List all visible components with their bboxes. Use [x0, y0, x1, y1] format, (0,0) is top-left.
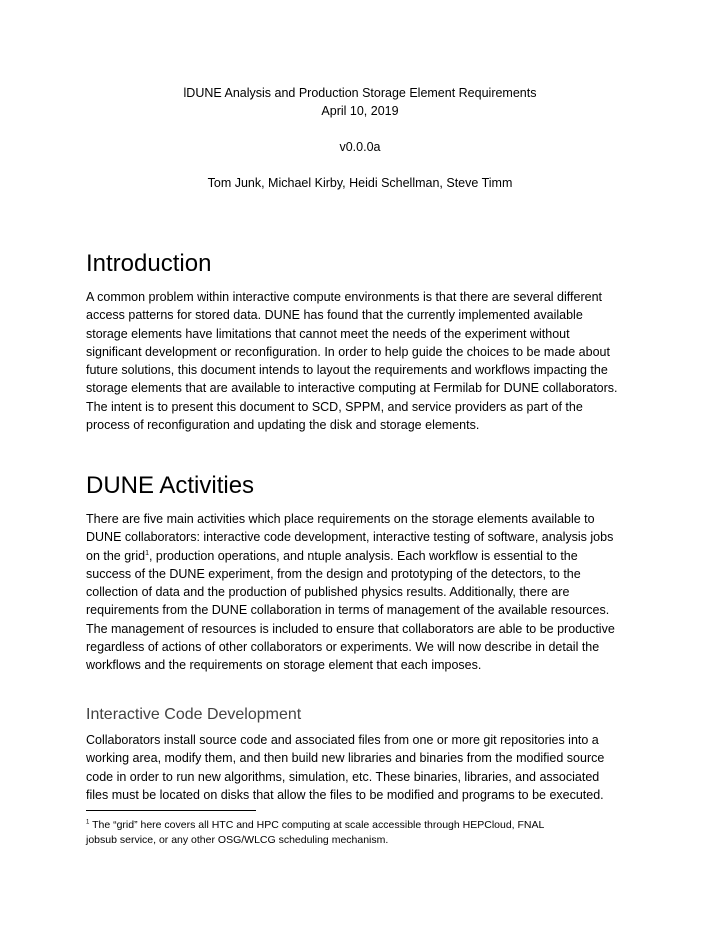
- paragraph-line: working area, modify them, and then build new libraries and binaries from the modified source: [86, 751, 605, 766]
- interactive-paragraph: [86, 731, 646, 804]
- paragraph-line: success of the DUNE experiment, from the design and prototyping of the detectors, to the: [86, 566, 581, 581]
- document-date: April 10, 2019: [321, 104, 399, 118]
- footnote-divider: [86, 810, 256, 811]
- paragraph-line: The management of resources is included to ensure that collaborators are able to be productive: [86, 621, 615, 636]
- paragraph-line: access patterns for stored data. DUNE has found that the currently implemented available: [86, 308, 583, 323]
- footnote-line: jobsub service, or any other OSG/WLCG scheduling mechanism.: [86, 834, 389, 846]
- paragraph-line: [86, 547, 646, 565]
- paragraph-line: requirements from the DUNE collaboration in terms of management of the available resources.: [86, 603, 610, 618]
- paragraph-line: code in order to run new algorithms, simulation, etc. These binaries, libraries, and associated: [86, 769, 600, 784]
- paragraph-line: storage elements have limitations that cannot meet the needs of the experiment without: [86, 326, 570, 341]
- paragraph-line: files must be located on disks that allow the files to be modified and programs to be executed.: [86, 787, 604, 802]
- paragraph-line: There are five main activities which place requirements on the storage elements available to: [86, 512, 595, 526]
- document-title: lDUNE Analysis and Production Storage Element Requirements: [183, 86, 537, 100]
- document-version: v0.0.0a: [339, 140, 381, 154]
- activities-paragraph: [86, 510, 646, 675]
- footnote-number: 1: [86, 819, 90, 826]
- heading-interactive-code-development: Interactive Code Development: [86, 706, 302, 723]
- paragraph-line: process of reconfiguration and updating the disk and storage elements.: [86, 418, 480, 433]
- grid-text-continued: , production operations, and ntuple analysis. Each workflow is essential to the: [148, 548, 578, 563]
- grid-text: on the grid: [86, 548, 146, 563]
- paragraph-line: collection of data and the production of published physics results. Additionally, there are: [86, 585, 570, 600]
- paragraph-line: Collaborators install source code and associated files from one or more git repositories into a: [86, 733, 599, 747]
- document-authors: Tom Junk, Michael Kirby, Heidi Schellman, Steve Timm: [207, 176, 513, 190]
- paragraph-line: workflows and the requirements on storage element that each imposes.: [86, 658, 482, 673]
- paragraph-line: regardless of actions of other collaborators or experiments. We will now describe in detail the: [86, 640, 600, 655]
- paragraph-line: future solutions, this document intends to layout the requirements and workflows impacting the: [86, 363, 608, 378]
- introduction-paragraph: [86, 288, 646, 434]
- paragraph-line: significant development or reconfiguration. In order to help guide the choices to be made about: [86, 344, 610, 359]
- heading-dune-activities: DUNE Activities: [86, 472, 255, 499]
- paragraph-line: The intent is to present this document to SCD, SPPM, and service providers as part of the: [86, 399, 583, 414]
- footnote-text: The “grid” here covers all HTC and HPC computing at scale accessible through HEPCloud, FNAL: [89, 819, 545, 831]
- paragraph-line: A common problem within interactive compute environments is that there are several different: [86, 290, 602, 304]
- footnote-reference[interactable]: 1: [145, 549, 149, 557]
- footnote: [86, 818, 646, 848]
- heading-introduction: Introduction: [86, 250, 212, 277]
- paragraph-line: DUNE collaborators: interactive code development, interactive testing of software, analysis jobs: [86, 530, 614, 545]
- footnote-line: [86, 818, 646, 833]
- paragraph-line: storage elements that are available to interactive computing at Fermilab for DUNE collaborators.: [86, 381, 618, 396]
